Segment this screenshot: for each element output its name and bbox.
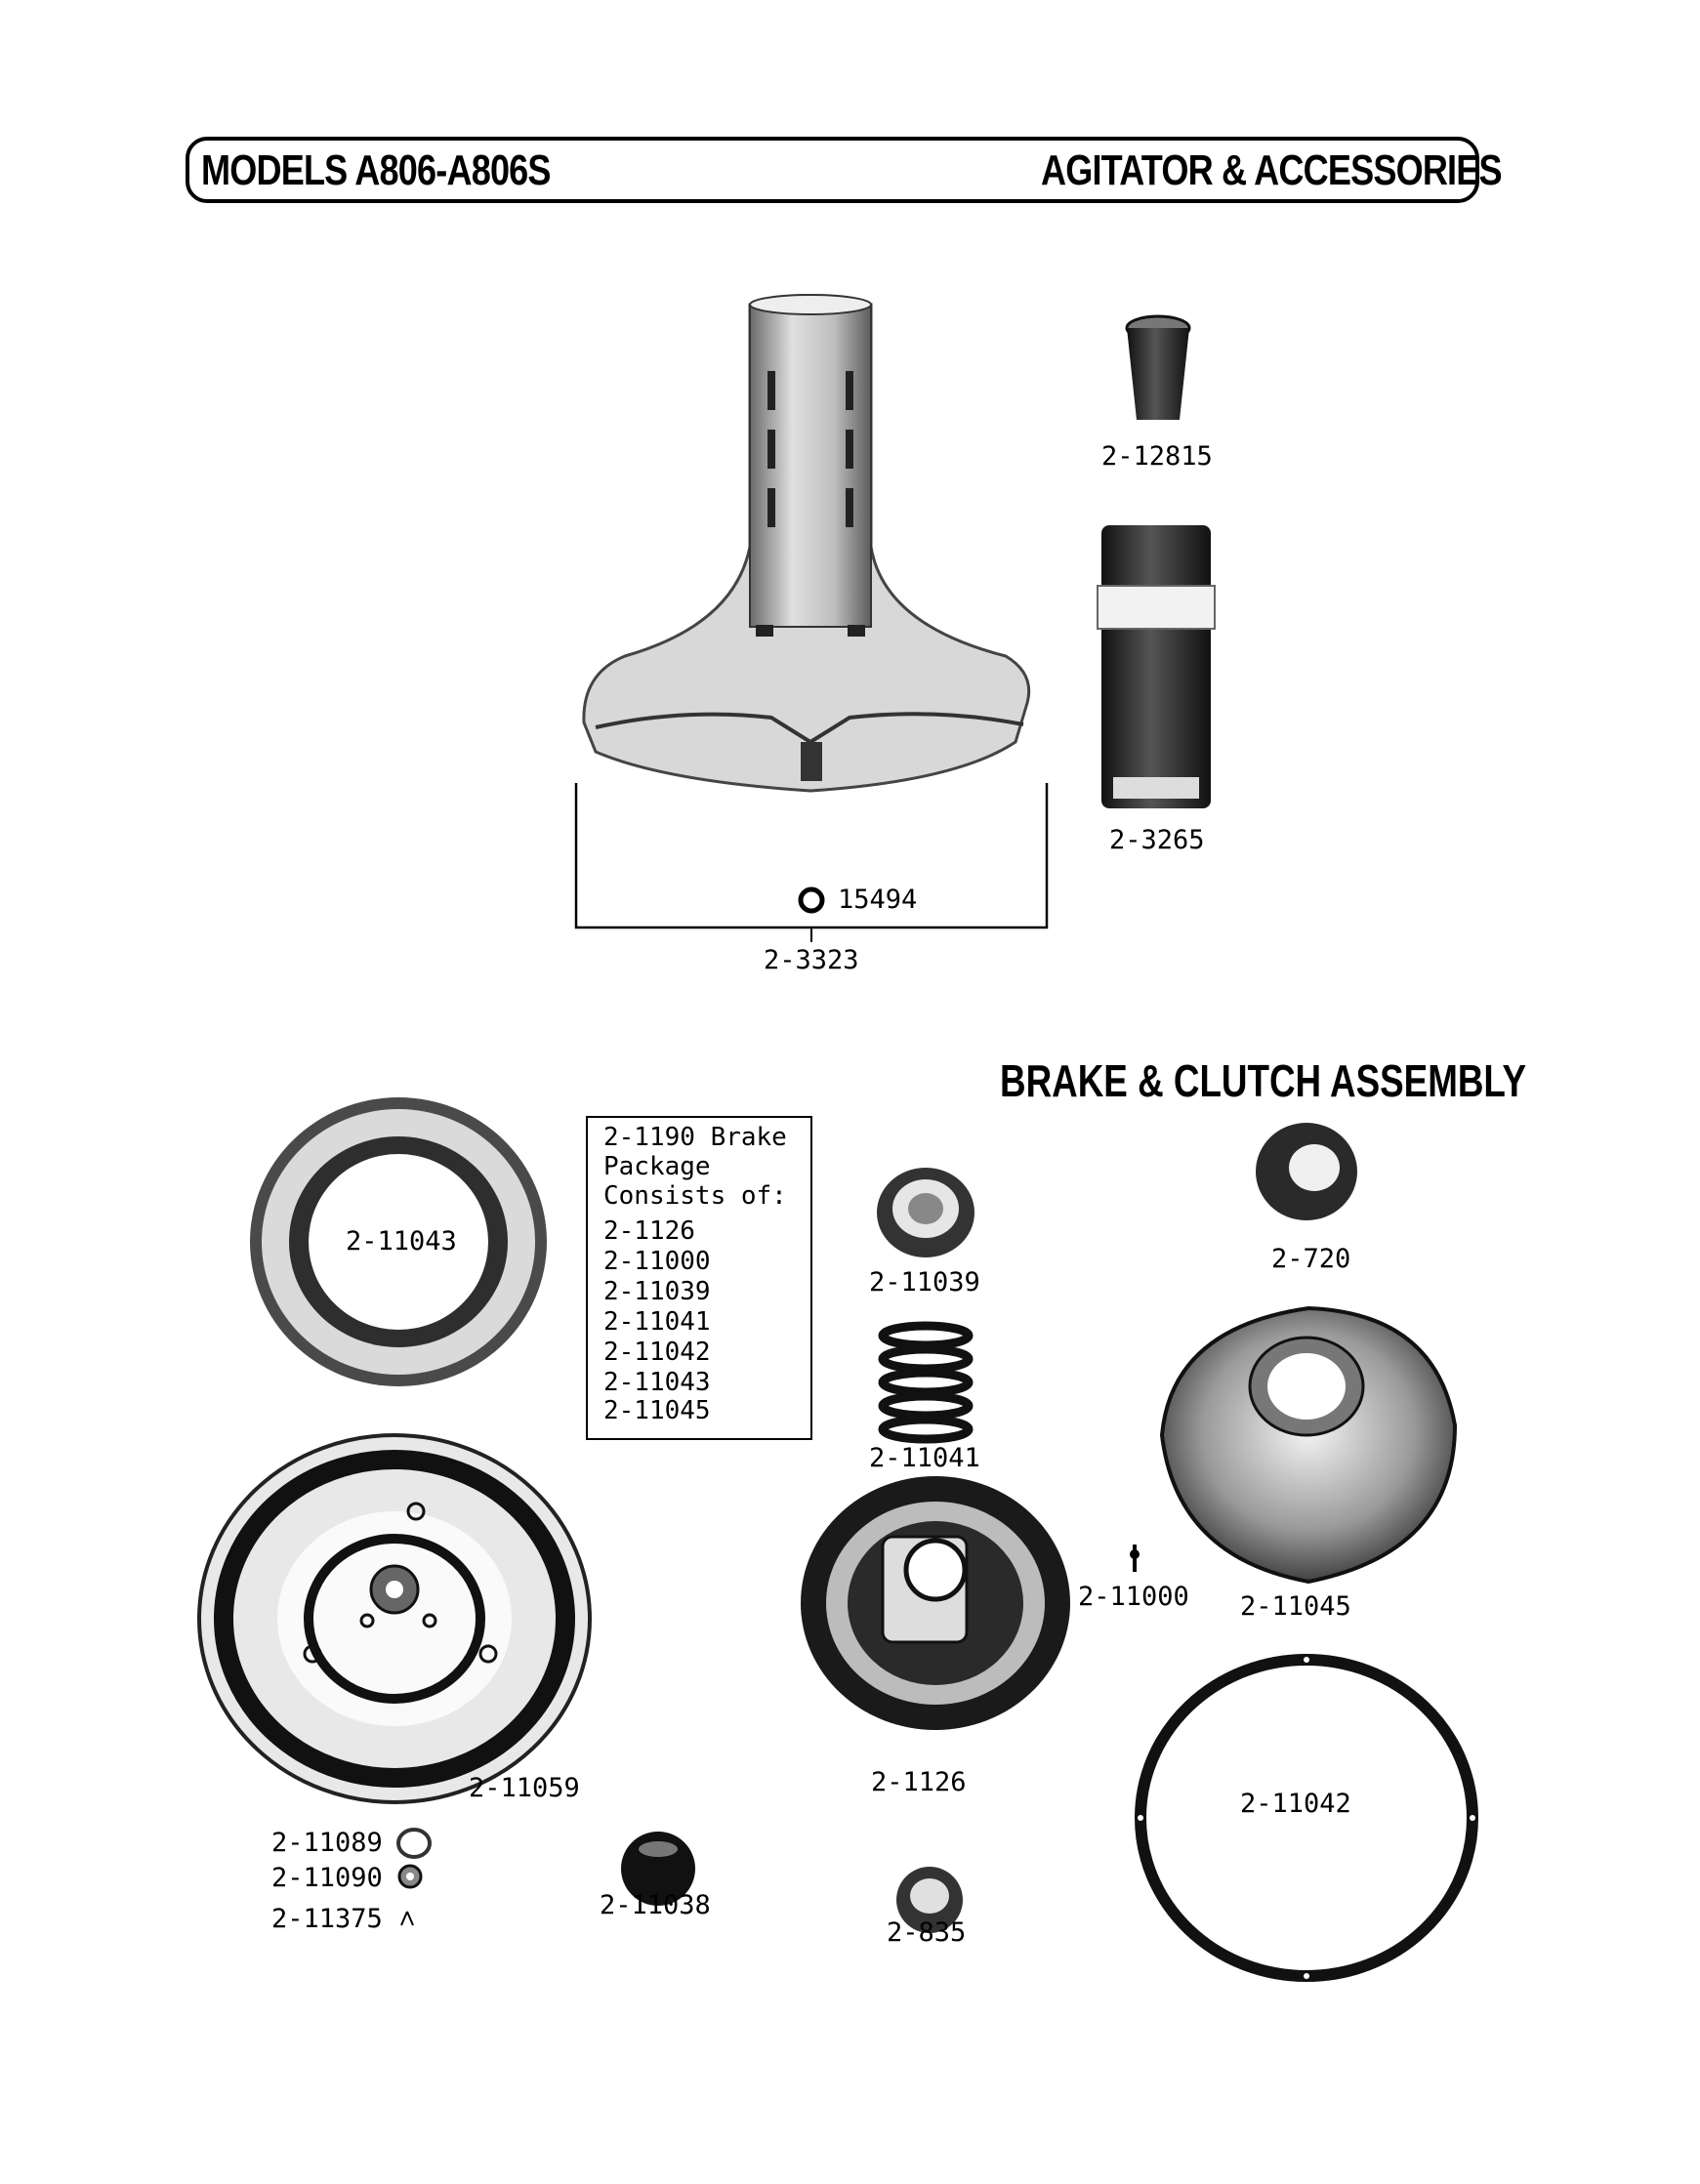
brake-drum-illustration [199,1435,590,1802]
models-title: MODELS A806-A806S [201,146,551,194]
brake-package-item: 2-11045 [603,1396,711,1425]
part-number-washer: 2-11090 [271,1863,383,1893]
brake-package-item: 2-11039 [603,1277,711,1306]
part-number-cap-seal: 2-11038 [600,1890,711,1920]
part-number-barrel: 2-3265 [1109,825,1205,855]
clutch-hub-illustration [801,1476,1070,1730]
brake-package-heading-2: Package [603,1152,711,1181]
part-number-drum: 2-11059 [469,1773,580,1803]
brake-package-item: 2-1126 [603,1216,695,1246]
part-number-pin: 2-11000 [1078,1582,1189,1612]
brake-package-item: 2-11042 [603,1338,711,1367]
upper-seal-illustration [877,1168,974,1257]
small-pin-illustration [401,1912,413,1925]
brake-package-item: 2-11043 [603,1368,711,1397]
agitator-illustration [576,295,1047,942]
part-number-housing: 2-11045 [1240,1591,1351,1622]
section-header-title: AGITATOR & ACCESSORIES [1041,146,1502,194]
brake-package-heading-3: Consists of: [603,1181,787,1211]
part-number-cap: 2-12815 [1101,441,1213,472]
part-number-spring: 2-11041 [869,1443,980,1473]
brake-clutch-title: BRAKE & CLUTCH ASSEMBLY [1000,1055,1527,1106]
spring-illustration [883,1326,969,1439]
brake-package-heading-1: 2-1190 Brake [603,1123,787,1152]
bearing-illustration [1256,1123,1357,1220]
part-number-clip: 2-11089 [271,1828,383,1858]
brake-package-item: 2-11000 [603,1247,711,1276]
part-number-lining: 2-11043 [346,1226,457,1257]
part-number-hub: 2-1126 [871,1767,967,1797]
agitator-cap-illustration [1127,316,1189,420]
brake-pin-illustration [1130,1545,1140,1572]
clip-illustration [398,1830,430,1857]
part-number-agitator: 2-3323 [764,945,859,975]
part-number-small-pin: 2-11375 [271,1904,383,1934]
washer-illustration [399,1866,421,1887]
part-number-upper-seal: 2-11039 [869,1267,980,1298]
part-number-gasket: 2-11042 [1240,1789,1351,1819]
brake-housing-illustration [1162,1308,1455,1582]
part-number-lower-seal: 2-835 [887,1917,967,1948]
brake-package-item: 2-11041 [603,1307,711,1337]
part-number-o-ring: 15494 [838,885,918,915]
agitator-barrel-illustration [1098,525,1215,808]
part-number-bearing: 2-720 [1271,1244,1351,1274]
